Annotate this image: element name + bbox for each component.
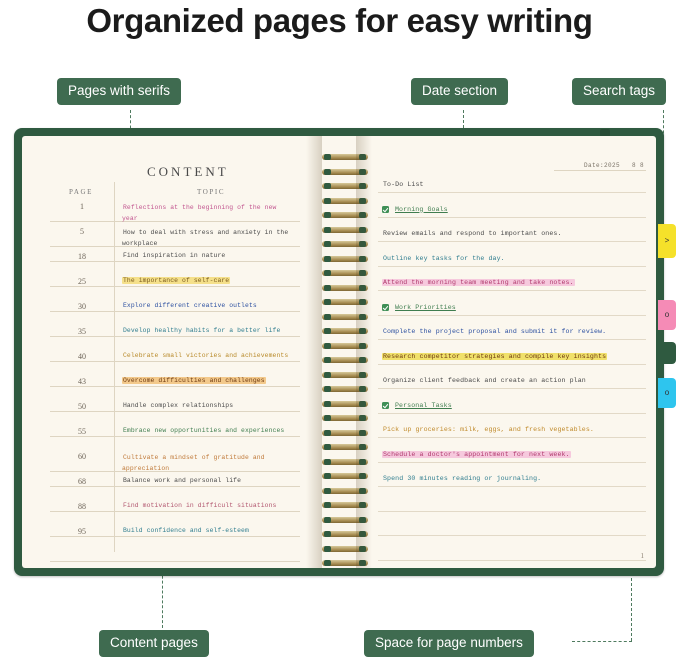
toc-topic[interactable] xyxy=(122,352,289,359)
spiral-hole-left xyxy=(324,285,331,291)
planner-row-rule xyxy=(378,339,646,340)
spiral-hole-left xyxy=(324,357,331,363)
planner-item-text: Complete the project proposal and submit it for review. xyxy=(383,328,607,335)
tab-pink-symbol: o xyxy=(664,310,670,319)
toc-page-number: 40 xyxy=(78,352,86,361)
checkbox-checked[interactable] xyxy=(382,206,389,213)
callout-pages-with-serifs: Pages with serifs xyxy=(57,78,181,105)
planner-row-rule xyxy=(378,315,646,316)
planner-item[interactable] xyxy=(382,377,587,384)
callout-space-for-page-numbers: Space for page numbers xyxy=(364,630,534,657)
spiral-hole-left xyxy=(324,401,331,407)
spiral-hole-left xyxy=(324,314,331,320)
toc-topic-text: Balance work and personal life xyxy=(123,477,242,484)
planner-row-rule xyxy=(378,364,646,365)
tab-pink[interactable] xyxy=(658,300,676,330)
left-page-content-table xyxy=(22,136,336,568)
toc-page-number: 60 xyxy=(78,452,86,461)
callout-date-section: Date section xyxy=(411,78,508,105)
toc-page-number: 35 xyxy=(78,327,86,336)
planner-item[interactable] xyxy=(394,206,449,213)
planner-row-rule xyxy=(378,217,646,218)
planner-row-rule-blank xyxy=(378,535,646,536)
toc-topic[interactable] xyxy=(122,502,277,509)
planner-item-text: Spend 30 minutes reading or journaling. xyxy=(383,475,542,482)
toc-topic-text: The importance of self-care xyxy=(123,277,230,284)
checkbox-checked[interactable] xyxy=(382,402,389,409)
toc-topic[interactable] xyxy=(122,527,250,534)
date-field xyxy=(584,162,644,169)
planner-item-text: Organize client feedback and create an action plan xyxy=(383,377,586,384)
toc-topic-text: Reflections at the beginning of the new year xyxy=(122,204,277,222)
content-title: CONTENT xyxy=(147,164,229,179)
spiral-hole-left xyxy=(324,169,331,175)
tab-yellow[interactable] xyxy=(658,224,676,258)
planner-item[interactable] xyxy=(394,304,457,311)
date-underline xyxy=(554,170,646,171)
spiral-hole-left xyxy=(324,328,331,334)
toc-topic[interactable] xyxy=(122,377,266,384)
toc-page-number: 68 xyxy=(78,477,86,486)
spiral-hole-left xyxy=(324,560,331,566)
planner-row-rule xyxy=(378,437,646,438)
planner-row-rule xyxy=(378,413,646,414)
spiral-hole-left xyxy=(324,386,331,392)
planner-row-rule-blank xyxy=(378,560,646,561)
planner-row-rule xyxy=(378,266,646,267)
planner-row-rule xyxy=(378,290,646,291)
planner-row-rule-blank xyxy=(378,511,646,512)
planner-item-text: Work Priorities xyxy=(395,303,456,311)
spiral-hole-left xyxy=(324,415,331,421)
table-row-rule xyxy=(50,486,300,487)
toc-topic-text: Cultivate a mindset of gratitude and appreciation xyxy=(122,454,265,472)
page-headline: Organized pages for easy writing xyxy=(86,2,593,39)
table-divider-vertical xyxy=(114,182,115,552)
spiral-hole-left xyxy=(324,299,331,305)
planner-row-rule xyxy=(378,486,646,487)
table-row-rule-blank xyxy=(50,561,300,562)
toc-page-number: 50 xyxy=(78,402,86,411)
date-label: Date:2025 xyxy=(583,162,620,169)
tab-green[interactable] xyxy=(658,342,676,364)
planner-item[interactable] xyxy=(382,353,607,360)
table-row-rule xyxy=(50,336,300,337)
notebook xyxy=(14,128,664,576)
spiral-hole-left xyxy=(324,430,331,436)
planner-item-text: Morning Goals xyxy=(395,205,448,213)
planner-item[interactable] xyxy=(382,475,542,482)
planner-item[interactable] xyxy=(382,451,571,458)
spiral-hole-left xyxy=(324,546,331,552)
planner-item[interactable] xyxy=(394,402,453,409)
toc-topic-text: Build confidence and self-esteem xyxy=(123,527,249,534)
toc-page-number: 43 xyxy=(78,377,86,386)
planner-item-text: Schedule a doctor's appointment for next week. xyxy=(383,450,570,458)
toc-topic[interactable] xyxy=(122,302,258,309)
toc-topic[interactable] xyxy=(122,252,226,259)
notebook-pages xyxy=(22,136,656,568)
spiral-hole-left xyxy=(324,343,331,349)
spiral-hole-left xyxy=(324,183,331,189)
table-row-rule xyxy=(50,536,300,537)
tab-yellow-symbol: > xyxy=(664,236,670,245)
planner-item[interactable] xyxy=(382,426,595,433)
spiral-hole-left xyxy=(324,154,331,160)
toc-topic-text: Find motivation in difficult situations xyxy=(123,502,277,509)
table-row-rule xyxy=(50,361,300,362)
planner-item-text: Research competitor strategies and compile key insights xyxy=(383,352,607,360)
planner-item[interactable] xyxy=(382,255,506,262)
toc-topic-text: Celebrate small victories and achievements xyxy=(123,352,289,359)
column-header-topic: TOPIC xyxy=(197,188,226,196)
table-row-rule xyxy=(50,261,300,262)
table-row-rule xyxy=(50,286,300,287)
toc-topic-text: How to deal with stress and anxiety in the workplace xyxy=(122,229,289,247)
planner-row-rule xyxy=(378,388,646,389)
toc-page-number: 30 xyxy=(78,302,86,311)
planner-item-text: Outline key tasks for the day. xyxy=(383,254,505,262)
spiral-hole-left xyxy=(324,502,331,508)
callout-search-tags: Search tags xyxy=(572,78,666,105)
planner-item[interactable] xyxy=(382,230,563,237)
planner-row-rule xyxy=(378,192,646,193)
planner-item[interactable] xyxy=(382,181,425,188)
toc-topic[interactable] xyxy=(122,427,285,434)
toc-topic[interactable] xyxy=(122,477,242,484)
toc-topic[interactable] xyxy=(122,452,297,474)
planner-item-text: Pick up groceries: milk, eggs, and fresh vegetables. xyxy=(383,426,594,433)
toc-page-number: 88 xyxy=(78,502,86,511)
spiral-hole-left xyxy=(324,531,331,537)
page-number: 1 xyxy=(640,552,644,560)
column-header-page: PAGE xyxy=(69,188,94,196)
toc-topic-text: Overcome difficulties and challenges xyxy=(123,377,265,384)
planner-item-text: To-Do List xyxy=(383,181,424,188)
toc-topic-text: Handle complex relationships xyxy=(123,402,234,409)
toc-topic-text: Develop healthy habits for a better life xyxy=(123,327,281,334)
planner-row-rule xyxy=(378,241,646,242)
toc-topic-text: Explore different creative outlets xyxy=(123,302,257,309)
gutter-shadow-left xyxy=(306,136,322,568)
toc-page-number: 95 xyxy=(78,527,86,536)
toc-page-number: 1 xyxy=(80,202,84,211)
planner-item-text: Review emails and respond to important ones. xyxy=(383,230,562,237)
toc-page-number: 55 xyxy=(78,427,86,436)
spiral-hole-left xyxy=(324,473,331,479)
leader-line-pagenum-h xyxy=(572,641,632,642)
spiral-hole-left xyxy=(324,488,331,494)
table-row-rule xyxy=(50,311,300,312)
planner-item[interactable] xyxy=(382,328,607,335)
planner-item-text: Attend the morning team meeting and take notes. xyxy=(383,279,574,286)
spiral-hole-left xyxy=(324,227,331,233)
planner-row-rule xyxy=(378,462,646,463)
spiral-hole-left xyxy=(324,212,331,218)
toc-topic[interactable] xyxy=(122,227,297,249)
toc-topic-text: Embrace new opportunities and experiences xyxy=(123,427,285,434)
toc-page-number: 5 xyxy=(80,227,84,236)
toc-topic-text: Find inspiration in nature xyxy=(123,252,226,259)
leader-line-pagenum-v xyxy=(631,568,632,641)
spiral-hole-left xyxy=(324,198,331,204)
right-page-planner xyxy=(342,136,656,568)
toc-page-number: 25 xyxy=(78,277,86,286)
table-row-rule xyxy=(50,411,300,412)
spiral-hole-left xyxy=(324,459,331,465)
date-values: 8 8 xyxy=(631,162,644,169)
spiral-hole-left xyxy=(324,444,331,450)
spiral-hole-left xyxy=(324,241,331,247)
toc-topic[interactable] xyxy=(122,402,234,409)
tab-blue-symbol: o xyxy=(664,388,670,397)
tab-blue[interactable] xyxy=(658,378,676,408)
table-row-rule xyxy=(50,511,300,512)
toc-topic[interactable] xyxy=(122,202,297,224)
table-row-rule xyxy=(50,436,300,437)
spiral-hole-left xyxy=(324,372,331,378)
toc-topic[interactable] xyxy=(122,327,281,334)
table-row-rule xyxy=(50,386,300,387)
spiral-hole-left xyxy=(324,256,331,262)
callout-content-pages: Content pages xyxy=(99,630,209,657)
toc-page-number: 18 xyxy=(78,252,86,261)
planner-item[interactable] xyxy=(382,279,575,286)
planner-item-text: Personal Tasks xyxy=(395,401,452,409)
toc-topic[interactable] xyxy=(122,277,230,284)
spiral-hole-left xyxy=(324,270,331,276)
checkbox-checked[interactable] xyxy=(382,304,389,311)
spiral-hole-left xyxy=(324,517,331,523)
